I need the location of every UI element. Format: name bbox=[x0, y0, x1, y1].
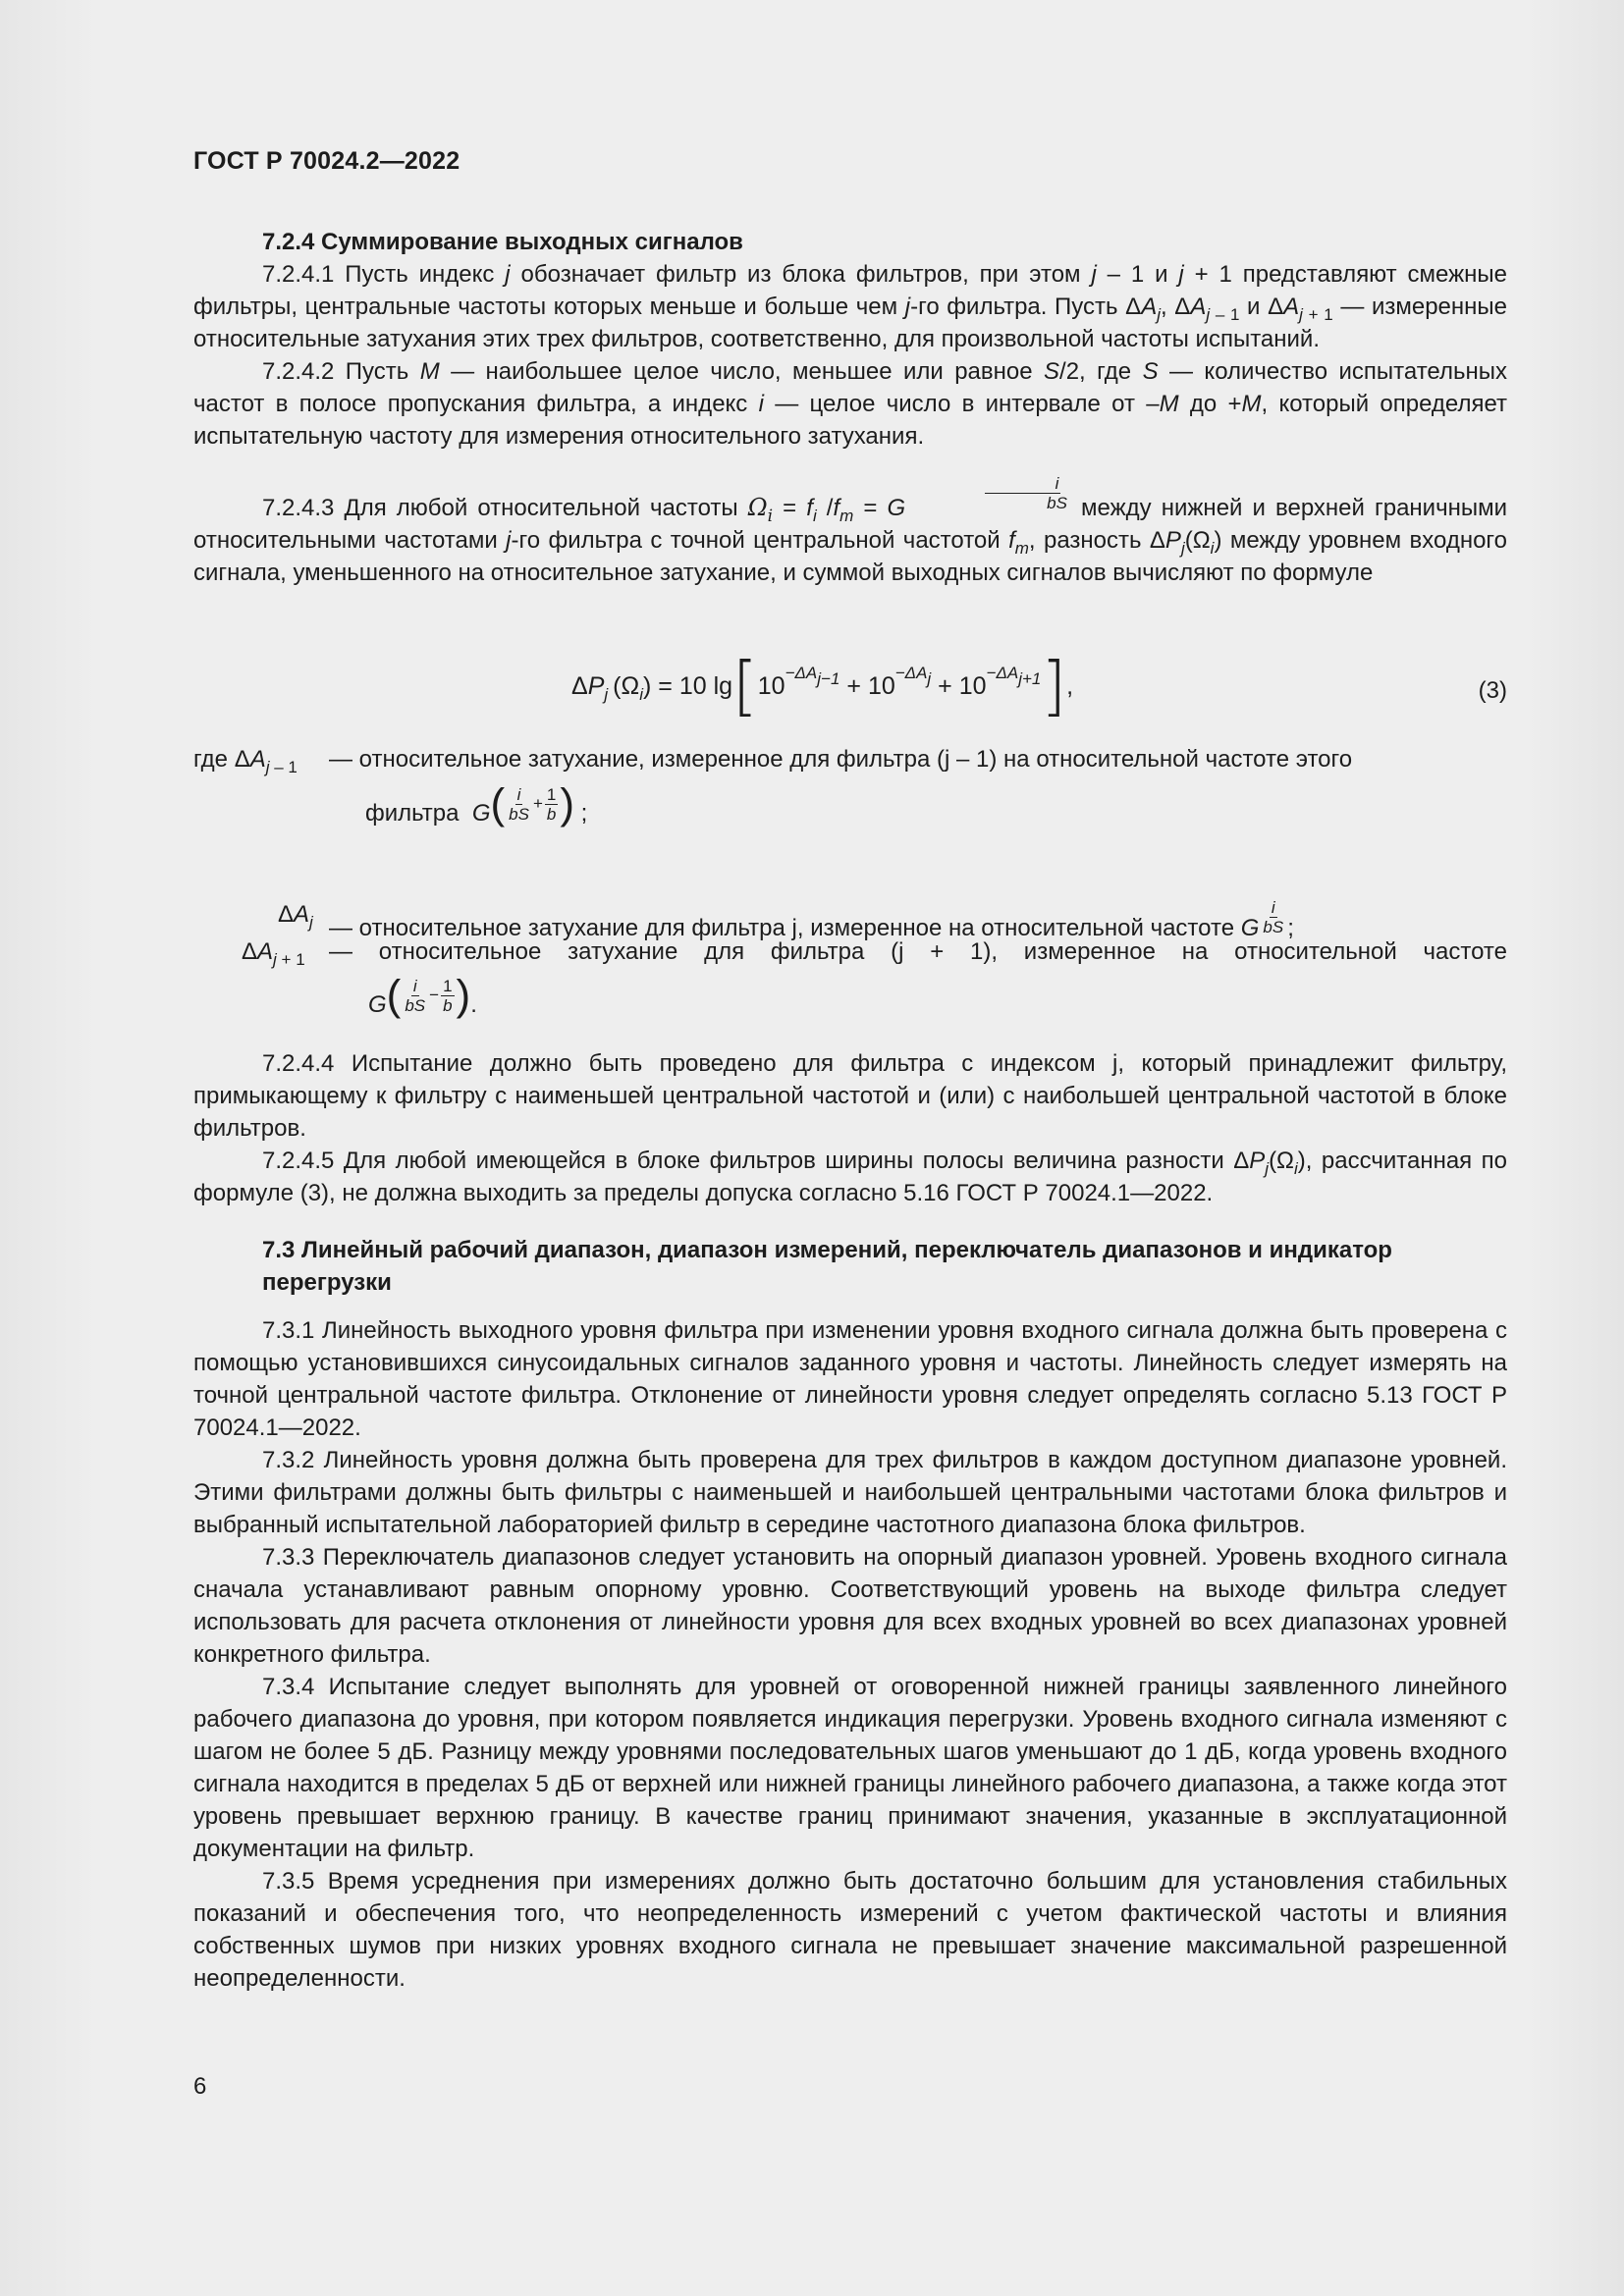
equation-number: (3) bbox=[1478, 677, 1507, 704]
where-text-1b: фильтра G( $\frac{i}{bS}$ + $\frac{1}{b}$ ) ; bbox=[365, 779, 588, 828]
paragraph-7-3-4: 7.3.4 Испытание следует выполнять для уровней от оговоренной нижней границы заявленного линейного рабочего диапазона до уровня, при котором появляется индикация перегрузки. Уровень входного сигнала изменяют с шагом не более 5 дБ. Разницу между уровнями последовательных шагов уменьшают до 1 дБ, когда уровень входного сигнала находится в пределах 5 дБ от верхней или нижней границы линейного рабочего диапазона, а также когда этот уровень превышает верхнюю границу. В качестве границ принимают значения, указанные в эксплуатационной документации на фильтр. bbox=[193, 1674, 1507, 1862]
section-7-2-4-cont bbox=[193, 1047, 1507, 1209]
formula-3 bbox=[193, 648, 1507, 723]
paragraph-7-3-2: 7.3.2 Линейность уровня должна быть проверена для трех фильтров в каждом доступном диапазоне уровней. Этими фильтрами должны быть фильтры с наименьшей и наибольшей центральными частотами блока фильтров и выбранный испытательной лабораторией фильтр в середине частотного диапазона блока фильтров. bbox=[193, 1447, 1507, 1538]
where-term-3: $\Delta A_{j + 1}$ bbox=[242, 938, 305, 969]
where-text-2: — относительное затухание для фильтра j, измеренное на относительной частоте G $\frac{i}{bS}$ ; bbox=[329, 898, 1294, 941]
section-7-3 bbox=[193, 1234, 1507, 1995]
paragraph-7-2-4-4: 7.2.4.4 Испытание должно быть проведено для фильтра с индексом j, который принадлежит фильтру, примыкающему к фильтру с наименьшей центральной частотой и (или) с наибольшей центральной частотой в блоке фильтров. bbox=[193, 1050, 1507, 1142]
where-term-1: где $\Delta A_{j - 1}$ bbox=[193, 746, 298, 776]
where-text-3b: G( $\frac{i}{bS}$ − $\frac{1}{b}$ ). bbox=[368, 971, 477, 1020]
section-7-2-4 bbox=[193, 226, 1507, 589]
paragraph-7-3-1: 7.3.1 Линейность выходного уровня фильтра при изменении уровня входного сигнала должна быть проверена с помощью установившихся синусоидальных сигналов заданного уровня и частоты. Линейность следует измерять на точной центральной частоте фильтра. Отклонение от линейности уровня следует определять согласно 5.13 ГОСТ Р 70024.1—2022. bbox=[193, 1317, 1507, 1441]
document-header: ГОСТ Р 70024.2—2022 bbox=[193, 147, 460, 175]
page-number: 6 bbox=[193, 2073, 207, 2100]
paragraph-7-2-4-1: 7.2.4.1 Пусть индекс j обозначает фильтр из блока фильтров, при этом j – 1 и j + 1 представляют смежные фильтры, центральные частоты которых меньше и больше чем j-го фильтра. Пусть $\Delta A_j$, $\Delta A_{j - 1}$ и $\Delta A_{j + 1}$ — измеренные относительные затухания этих трех фильтров, соответственно, для произвольной частоты испытаний. bbox=[193, 261, 1508, 352]
paragraph-7-3-5: 7.3.5 Время усреднения при измерениях должно быть достаточно большим для установления стабильных показаний и обеспечения того, что неопределенность измерений с учетом фактической частоты и влияния собственных шумов при низких уровнях входного сигнала не превышает значение максимальной разрешенной неопределенности. bbox=[193, 1868, 1507, 1992]
paragraph-7-3-3: 7.3.3 Переключатель диапазонов следует установить на опорный диапазон уровней. Уровень входного сигнала сначала устанавливают равным опорному уровню. Соответствующий уровень на выходе фильтра следует использовать для расчета отклонения от линейности уровня для всех входных уровней во всех диапазонах уровней конкретного фильтра. bbox=[193, 1544, 1507, 1668]
where-text-1: — относительное затухание, измеренное для фильтра (j – 1) на относительной частоте этого bbox=[329, 746, 1353, 773]
where-term-2: $\Delta A_j$ bbox=[278, 901, 313, 932]
paragraph-7-2-4-3: 7.2.4.3 Для любой относительной частоты $\Omega_i = f_i$ $/f_m = G$ $\frac{i}{bS}$ между нижней и верхней граничными относительными частотами j-го фильтра с точной центральной частотой $f_m$, разность $\Delta P_j(\Omega_i)$ между уровнем входного сигнала, уменьшенного на относительное затухание, и суммой выходных сигналов вычисляют по формуле bbox=[193, 474, 1507, 586]
where-text-3: — относительное затухание для фильтра (j + 1), измеренное на относительной частоте bbox=[329, 938, 1507, 965]
section-heading-7-3: 7.3 Линейный рабочий диапазон, диапазон измерений, переключатель диапазонов и индикатор перегрузки bbox=[262, 1237, 1392, 1296]
paragraph-7-2-4-2: 7.2.4.2 Пусть M — наибольшее целое число, меньшее или равное S/2, где S — количество испытательных частот в полосе пропускания фильтра, а индекс i — целое число в интервале от –M до +M, который определяет испытательную частоту для измерения относительного затухания. bbox=[193, 358, 1507, 450]
formula-expression: $\Delta P_j$ $(\Omega_i) = 10$ $\lg[10-\Delta A_{j-1} + 10-\Delta A_j + 10-\Delta A_{j+1}]$, bbox=[571, 648, 1074, 723]
section-heading: 7.2.4 Суммирование выходных сигналов bbox=[262, 229, 743, 255]
paragraph-7-2-4-5: 7.2.4.5 Для любой имеющейся в блоке фильтров ширины полосы величина разности $\Delta P_j(\Omega_i)$, рассчитанная по формуле (3), не должна выходить за пределы допуска согласно 5.16 ГОСТ Р 70024.1—2022. bbox=[193, 1148, 1507, 1206]
